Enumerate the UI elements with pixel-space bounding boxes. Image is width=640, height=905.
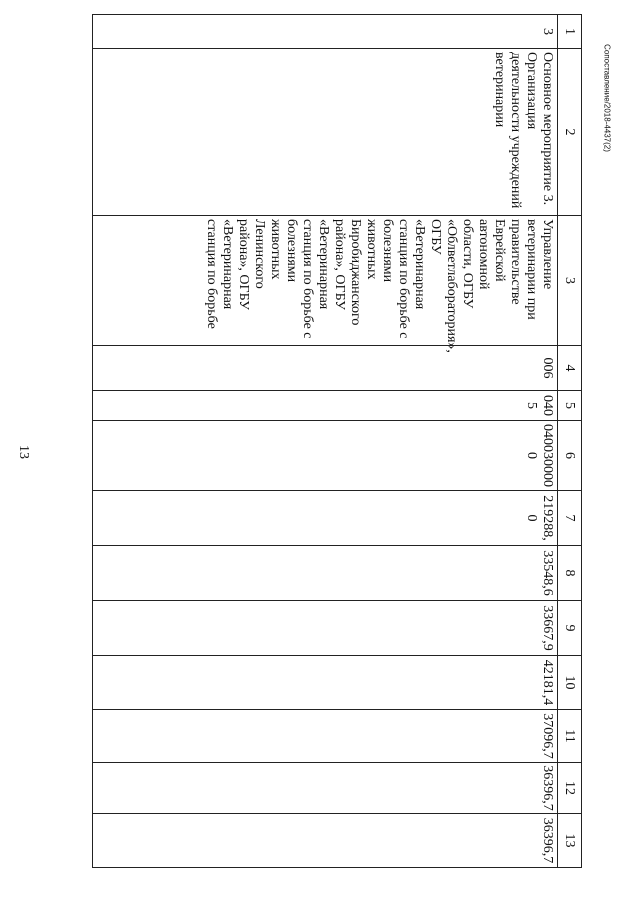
activity-name-cell bbox=[93, 49, 558, 216]
column-header: 5 bbox=[558, 391, 582, 421]
code-value: 0400300000 bbox=[524, 424, 555, 487]
amount-value: 33548,6 bbox=[540, 550, 555, 596]
column-header: 1 bbox=[558, 15, 582, 49]
code-cell bbox=[93, 421, 558, 491]
amount-value: 219288,0 bbox=[524, 495, 555, 541]
code-value: 040 5 bbox=[524, 395, 555, 416]
column-header: 3 bbox=[558, 216, 582, 346]
row-number-cell bbox=[93, 15, 558, 49]
column-header: 7 bbox=[558, 491, 582, 546]
table-header-row bbox=[558, 15, 582, 868]
column-header: 10 bbox=[558, 656, 582, 710]
page-number: 13 bbox=[16, 445, 31, 459]
code-cell bbox=[93, 346, 558, 391]
column-header: 11 bbox=[558, 710, 582, 763]
column-header: 6 bbox=[558, 421, 582, 491]
rotated-table bbox=[92, 14, 582, 867]
amount-value: 42181,4 bbox=[540, 659, 555, 706]
code-value: 006 bbox=[540, 357, 555, 379]
amount-cell bbox=[93, 656, 558, 710]
executor-list: Управление ветеринарии при правительстве Еврейской автономной области, ОГБУ «Облветлаборатория», ОГБУ «Ветеринарная станция по борьбе с болезнями животных Биробиджанского района», ОГБУ «Ветеринарная станция по борьбе с болезнями животных Ленинского района», ОГБУ «Ветеринарная станция по борьбе bbox=[204, 219, 555, 353]
amount-value: 36396,7 bbox=[540, 765, 555, 811]
amount-cell bbox=[93, 491, 558, 546]
table-row bbox=[93, 15, 558, 868]
column-header: 12 bbox=[558, 763, 582, 814]
column-header: 9 bbox=[558, 601, 582, 656]
column-header: 8 bbox=[558, 546, 582, 601]
column-header: 2 bbox=[558, 49, 582, 216]
amount-value: 33667,9 bbox=[540, 605, 555, 651]
amount-cell bbox=[93, 814, 558, 868]
amount-value: 37096,7 bbox=[540, 713, 555, 759]
row-number: 3 bbox=[540, 28, 555, 35]
column-header: 13 bbox=[558, 814, 582, 868]
footer-stamp: Сопоставление/2018-4437(2) bbox=[602, 44, 612, 152]
column-header: 4 bbox=[558, 346, 582, 391]
amount-cell bbox=[93, 710, 558, 763]
amount-cell bbox=[93, 546, 558, 601]
amount-cell bbox=[93, 763, 558, 814]
program-table bbox=[92, 14, 582, 868]
executor-cell bbox=[93, 216, 558, 353]
amount-value: 36396,7 bbox=[540, 817, 555, 864]
amount-cell bbox=[93, 601, 558, 656]
activity-name: Основное мероприятие 3. Организация деятельности учреждений ветеринарии bbox=[492, 52, 555, 209]
code-cell bbox=[93, 391, 558, 421]
